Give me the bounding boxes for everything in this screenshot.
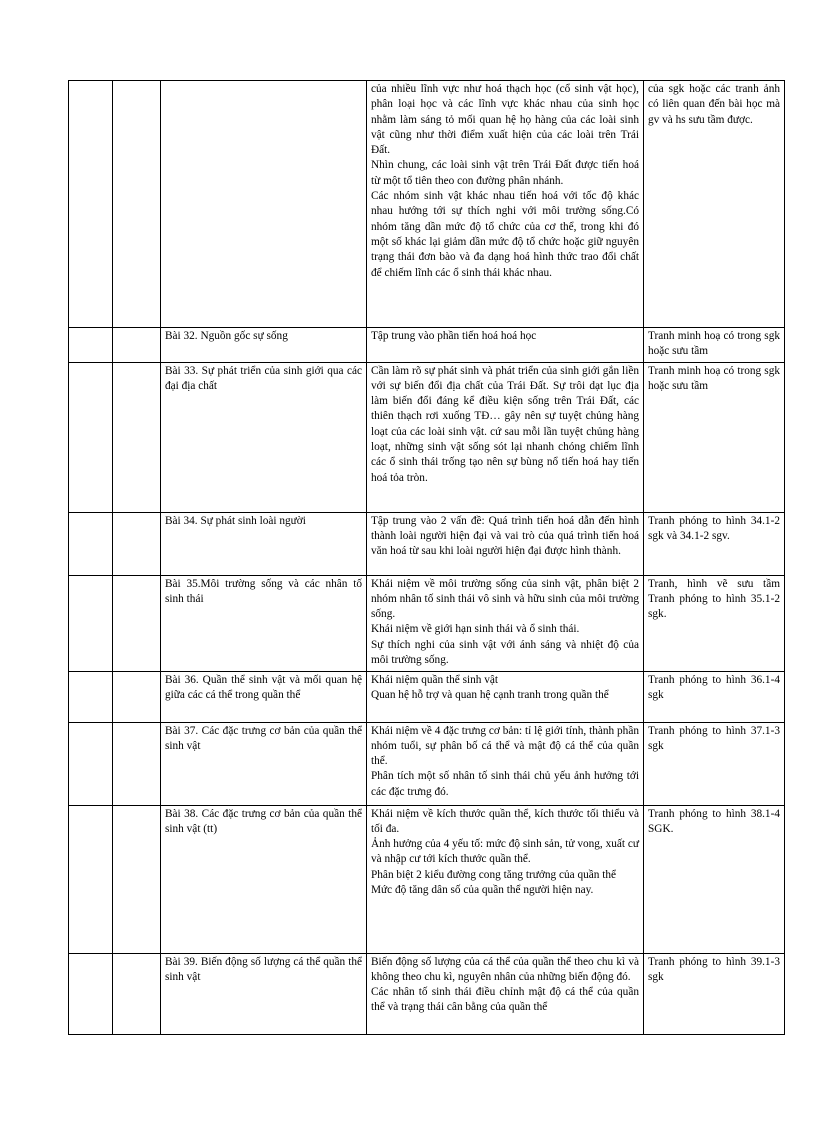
- content-paragraph: Khái niệm về 4 đặc trưng cơ bản: tỉ lệ giới tính, thành phần nhóm tuổi, sự phân bố cá thể và mật độ cá thể của quần thể.: [371, 724, 639, 768]
- empty-cell: [113, 671, 161, 722]
- lesson-cell: Bài 34. Sự phát sinh loài người: [161, 512, 367, 575]
- content-cell: [367, 575, 644, 671]
- content-paragraph: Tập trung vào 2 vấn đề: Quá trình tiến hoá dẫn đến hình thành loài người hiện đại và vai trò của quá trình tiến hoá văn hoá từ sau khi loài người hiện đại được hình thành.: [371, 514, 639, 558]
- content-paragraph: Nhìn chung, các loài sinh vật trên Trái Đất được tiến hoá từ một tổ tiên theo con đường phân nhánh.: [371, 159, 639, 187]
- table-row: [69, 575, 785, 671]
- content-cell: [367, 512, 644, 575]
- table-row: [69, 671, 785, 722]
- empty-cell: [69, 722, 113, 805]
- empty-cell: [113, 362, 161, 512]
- content-cell: [367, 722, 644, 805]
- content-cell: [367, 671, 644, 722]
- table-row: [69, 512, 785, 575]
- empty-cell: [113, 328, 161, 363]
- lesson-cell: Bài 39. Biến động số lượng cá thể quần thể sinh vật: [161, 953, 367, 1034]
- resource-cell: Tranh, hình vẽ sưu tầm Tranh phóng to hình 35.1-2 sgk.: [644, 575, 785, 671]
- resource-cell: Tranh phóng to hình 37.1-3 sgk: [644, 722, 785, 805]
- empty-cell: [113, 953, 161, 1034]
- lesson-cell: [161, 81, 367, 328]
- content-paragraph: Cần làm rõ sự phát sinh và phát triển của sinh giới gắn liền với sự biến đổi địa chất của Trái Đất. Sự trôi dạt lục địa làm biến đổi đáng kể điều kiện sống trên Trái Đất, các thiên thạch rơi xuống TĐ… gây nên sự tuyệt chủng hàng loạt của các loài sinh vật. cứ sau mỗi lần tuyệt chủng hàng loạt, những sinh vật sống sót lại nhanh chóng chiếm lĩnh các ổ sinh thái trống tạo nên sự bùng nổ tiến hoá hay tiến hoá tỏa tròn.: [371, 364, 639, 484]
- resource-cell: Tranh minh hoạ có trong sgk hoặc sưu tầm: [644, 362, 785, 512]
- empty-cell: [69, 953, 113, 1034]
- content-paragraph: Biến động số lượng của cá thể của quần thể theo chu kì và không theo chu kì, nguyên nhân của những biến động đó.: [371, 955, 639, 983]
- content-paragraph: Mức độ tăng dân số của quần thể người hiện nay.: [371, 884, 594, 897]
- resource-cell: Tranh phóng to hình 38.1-4 SGK.: [644, 805, 785, 953]
- empty-cell: [69, 575, 113, 671]
- content-paragraph: Tập trung vào phần tiến hoá hoá học: [371, 330, 537, 342]
- empty-cell: [69, 512, 113, 575]
- lesson-cell: Bài 35.Môi trường sống và các nhân tố sinh thái: [161, 575, 367, 671]
- resource-cell: của sgk hoặc các tranh ảnh có liên quan đến bài học mà gv và hs sưu tầm được.: [644, 81, 785, 328]
- content-paragraph: Khái niệm về môi trường sống của sinh vật, phân biệt 2 nhóm nhân tố sinh thái vô sinh và hữu sinh của môi trường sống.: [371, 577, 639, 621]
- resource-cell: Tranh phóng to hình 36.1-4 sgk: [644, 671, 785, 722]
- resource-cell: Tranh phóng to hình 39.1-3 sgk: [644, 953, 785, 1034]
- empty-cell: [113, 722, 161, 805]
- lesson-cell: Bài 37. Các đặc trưng cơ bản của quần thể sinh vật: [161, 722, 367, 805]
- content-paragraph: Sự thích nghi của sinh vật với ánh sáng và nhiệt độ của môi trường sống.: [371, 638, 639, 667]
- content-cell: [367, 81, 644, 328]
- table-row: [69, 953, 785, 1034]
- empty-cell: [69, 328, 113, 363]
- content-paragraph: Khái niệm quần thể sinh vật: [371, 673, 499, 686]
- resource-cell: Tranh phóng to hình 34.1-2 sgk và 34.1-2 sgv.: [644, 512, 785, 575]
- content-paragraph: Phân tích một số nhân tố sinh thái chủ yếu ảnh hưởng tới các đặc trưng đó.: [371, 770, 639, 798]
- resource-cell: Tranh minh hoạ có trong sgk hoặc sưu tầm: [644, 328, 785, 363]
- content-paragraph: Ảnh hưởng của 4 yếu tố: mức độ sinh sản, tử vong, xuất cư và nhập cư tới kích thước quần thể.: [371, 838, 639, 866]
- content-paragraph: Khái niệm về giới hạn sinh thái và ổ sinh thái.: [371, 623, 580, 636]
- lesson-plan-table: [68, 80, 785, 1035]
- table-row: [69, 722, 785, 805]
- table-row: [69, 81, 785, 328]
- content-paragraph: Khái niệm về kích thước quần thể, kích thước tối thiểu và tối đa.: [371, 807, 639, 835]
- content-cell: [367, 362, 644, 512]
- lesson-cell: Bài 32. Nguồn gốc sự sống: [161, 328, 367, 363]
- empty-cell: [69, 805, 113, 953]
- content-cell: [367, 328, 644, 363]
- lesson-cell: Bài 36. Quần thể sinh vật và mối quan hệ giữa các cá thể trong quần thể: [161, 671, 367, 722]
- table-row: [69, 328, 785, 363]
- empty-cell: [113, 512, 161, 575]
- table-row: [69, 362, 785, 512]
- empty-cell: [69, 362, 113, 512]
- content-cell: [367, 953, 644, 1034]
- empty-cell: [69, 671, 113, 722]
- content-paragraph: Quan hệ hỗ trợ và quan hệ cạnh tranh trong quần thể: [371, 688, 609, 701]
- table-row: [69, 805, 785, 953]
- empty-cell: [113, 805, 161, 953]
- document-page: [68, 80, 784, 1035]
- lesson-plan-body: [69, 81, 785, 1035]
- content-cell: [367, 805, 644, 953]
- content-paragraph: Phân biệt 2 kiểu đường cong tăng trưởng của quần thể: [371, 868, 617, 881]
- lesson-cell: Bài 33. Sự phát triển của sinh giới qua các đại địa chất: [161, 362, 367, 512]
- content-paragraph: Các nhân tố sinh thái điều chỉnh mật độ cá thể của quần thể và trạng thái cân bằng của quần thể: [371, 986, 639, 1014]
- lesson-cell: Bài 38. Các đặc trưng cơ bản của quần thể sinh vật (tt): [161, 805, 367, 953]
- empty-cell: [113, 575, 161, 671]
- empty-cell: [113, 81, 161, 328]
- content-paragraph: Các nhóm sinh vật khác nhau tiến hoá với tốc độ khác nhau hướng tới sự thích nghi với môi trường sống.Có nhóm tăng dần mức độ tổ chức của cơ thể, trong khi đó một số khác lại giảm dần mức độ tổ chức hoặc giữ nguyên trạng thái đơn bào và đa dạng hoá hình thức trao đổi chất để chiếm lĩnh các ổ sinh thái khác nhau.: [371, 190, 639, 279]
- empty-cell: [69, 81, 113, 328]
- content-paragraph: của nhiều lĩnh vực như hoá thạch học (cổ sinh vật học), phân loại học và các lĩnh vực khác nhau của sinh học nhằm làm sáng tỏ mối quan hệ họ hàng của các loài sinh vật cũng như thời điểm xuất hiện của các loài trên Trái Đất.: [371, 83, 639, 157]
